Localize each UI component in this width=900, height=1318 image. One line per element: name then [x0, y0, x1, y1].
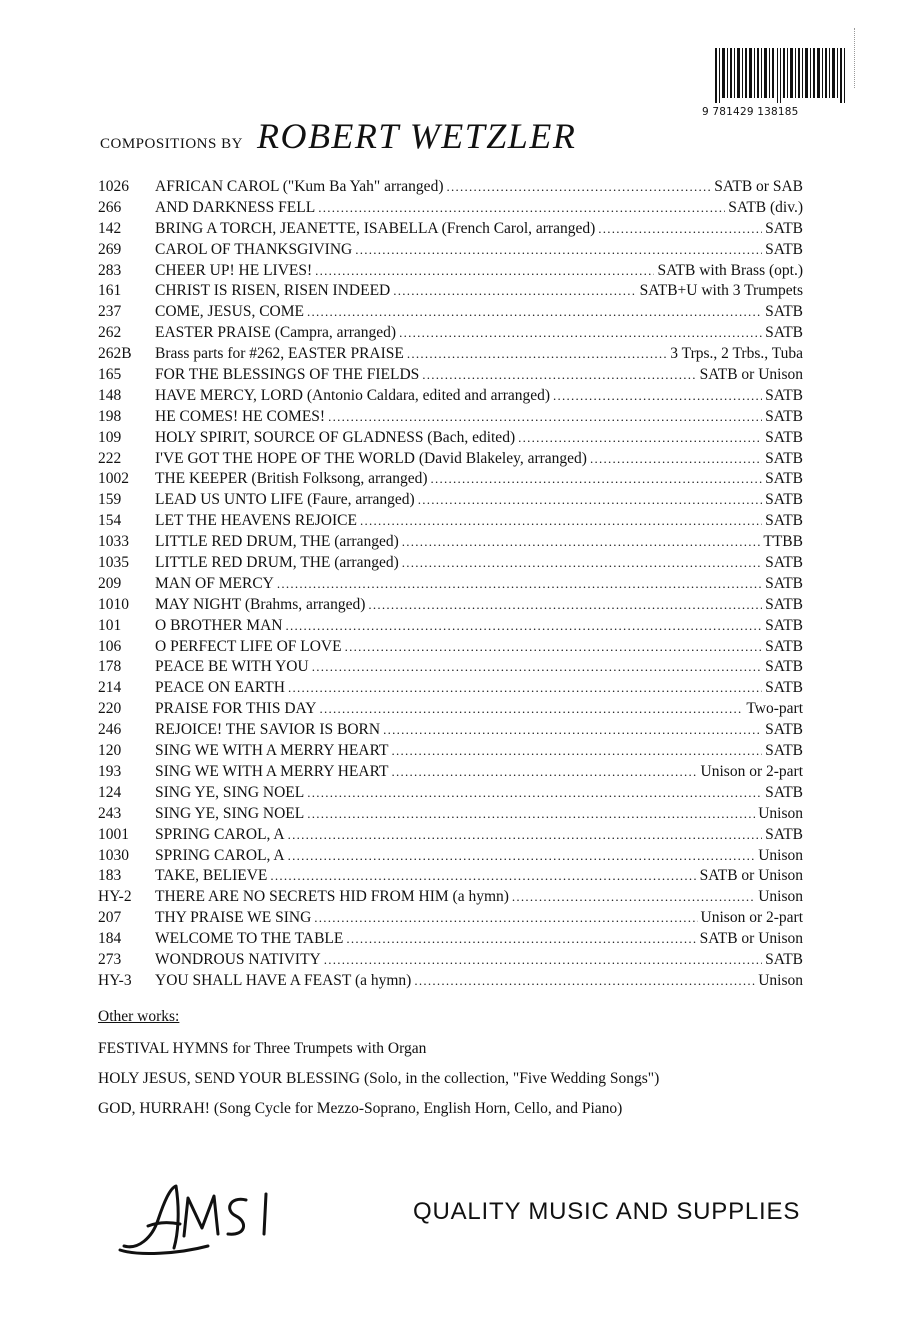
dot-leader	[391, 762, 697, 783]
voicing: SATB	[765, 783, 803, 801]
dot-leader	[288, 846, 756, 867]
dot-leader	[422, 365, 696, 386]
voicing: SATB or Unison	[699, 867, 803, 885]
catalog-row	[98, 929, 803, 950]
work-title: SING YE, SING NOEL	[155, 804, 305, 822]
work-title: O BROTHER MAN	[155, 616, 283, 634]
catalog-number: 124	[98, 783, 122, 801]
dot-leader	[512, 887, 755, 908]
catalog-number: 178	[98, 658, 122, 676]
voicing: SATB	[765, 554, 803, 572]
catalog-row	[98, 741, 803, 762]
dot-leader	[277, 574, 762, 595]
catalog-number: 220	[98, 700, 122, 718]
work-title: O PERFECT LIFE OF LOVE	[155, 637, 342, 655]
dot-leader	[391, 741, 762, 762]
dot-leader	[346, 929, 696, 950]
voicing: SATB or Unison	[699, 930, 803, 948]
catalog-number: 142	[98, 219, 122, 237]
work-title: MAN OF MERCY	[155, 574, 274, 592]
catalog-row	[98, 825, 803, 846]
voicing: Unison	[758, 846, 803, 864]
catalog-number: 165	[98, 366, 122, 384]
header-prefix: COMPOSITIONS BY	[100, 136, 243, 152]
catalog-number: 262B	[98, 345, 132, 363]
catalog-number: 198	[98, 407, 122, 425]
voicing: SATB or Unison	[699, 366, 803, 384]
work-title: PEACE ON EARTH	[155, 679, 285, 697]
dot-leader	[270, 866, 696, 887]
crop-mark	[854, 28, 856, 88]
dot-leader	[393, 281, 636, 302]
catalog-row	[98, 783, 803, 804]
work-title: AFRICAN CAROL ("Kum Ba Yah" arranged)	[155, 178, 444, 195]
voicing: Unison	[758, 888, 803, 906]
work-title: LEAD US UNTO LIFE (Faure, arranged)	[155, 491, 415, 509]
work-title: CHEER UP! HE LIVES!	[155, 261, 313, 279]
catalog-row	[98, 574, 803, 595]
catalog-row	[98, 678, 803, 699]
catalog-number: 109	[98, 428, 122, 446]
work-title: REJOICE! THE SAVIOR IS BORN	[155, 721, 381, 739]
voicing: SATB with Brass (opt.)	[657, 261, 803, 279]
voicing: Unison or 2-part	[700, 909, 803, 927]
catalog-row	[98, 866, 803, 887]
dot-leader	[402, 553, 762, 574]
work-title: SING YE, SING NOEL	[155, 783, 305, 801]
work-title: LET THE HEAVENS REJOICE	[155, 512, 357, 530]
work-title: SING WE WITH A MERRY HEART	[155, 742, 389, 760]
catalog-number: 183	[98, 867, 122, 885]
catalog-number: 161	[98, 282, 122, 300]
work-title: WONDROUS NATIVITY	[155, 950, 321, 968]
work-title: THERE ARE NO SECRETS HID FROM HIM (a hymn)	[155, 888, 509, 906]
catalog-number: 207	[98, 909, 122, 927]
catalog-number: 1026	[98, 178, 129, 195]
dot-leader	[407, 344, 667, 365]
catalog-row	[98, 699, 803, 720]
voicing: 3 Trps., 2 Trbs., Tuba	[670, 345, 803, 363]
page-header	[100, 115, 576, 157]
catalog-number: 1002	[98, 470, 129, 488]
amsi-logo	[118, 1176, 318, 1256]
catalog-row	[98, 908, 803, 929]
dot-leader	[288, 678, 762, 699]
other-works-heading: Other works:	[98, 1008, 180, 1025]
work-title: THE KEEPER (British Folksong, arranged)	[155, 470, 428, 488]
voicing: SATB	[765, 742, 803, 760]
catalog-number: 273	[98, 950, 122, 968]
work-title: PEACE BE WITH YOU	[155, 658, 309, 676]
work-title: YOU SHALL HAVE A FEAST (a hymn)	[155, 971, 412, 989]
dot-leader	[307, 302, 762, 323]
work-title: HE COMES! HE COMES!	[155, 407, 326, 425]
voicing: SATB	[765, 303, 803, 321]
voicing: SATB	[765, 240, 803, 258]
work-title: LITTLE RED DRUM, THE (arranged)	[155, 533, 399, 551]
dot-leader	[598, 219, 762, 240]
dot-leader	[360, 511, 762, 532]
catalog-row	[98, 595, 803, 616]
dot-leader	[312, 657, 762, 678]
voicing: SATB	[765, 658, 803, 676]
catalog-number: 209	[98, 574, 122, 592]
voicing: SATB	[765, 386, 803, 404]
isbn-number: 9 781429 138185	[702, 106, 799, 118]
work-title: BRING A TORCH, JEANETTE, ISABELLA (French Carol, arranged)	[155, 219, 596, 237]
voicing: SATB	[765, 512, 803, 530]
catalog-number: 120	[98, 742, 122, 760]
work-title: SING WE WITH A MERRY HEART	[155, 762, 389, 780]
voicing: Two-part	[746, 700, 803, 718]
voicing: SATB (div.)	[728, 198, 803, 216]
catalog-number: HY-2	[98, 888, 132, 906]
catalog-number: 283	[98, 261, 122, 279]
work-title: CAROL OF THANKSGIVING	[155, 240, 353, 258]
dot-leader	[399, 323, 762, 344]
dot-leader	[418, 490, 762, 511]
dot-leader	[324, 950, 762, 971]
dot-leader	[318, 198, 725, 219]
dot-leader	[320, 699, 744, 720]
dot-leader	[368, 595, 762, 616]
work-title: TAKE, BELIEVE	[155, 867, 268, 885]
catalog-number: 159	[98, 491, 122, 509]
work-title: HAVE MERCY, LORD (Antonio Caldara, edited and arranged)	[155, 386, 551, 404]
voicing: SATB	[765, 407, 803, 425]
work-title: AND DARKNESS FELL	[155, 198, 316, 216]
work-title: SPRING CAROL, A	[155, 825, 285, 843]
catalog-row	[98, 323, 803, 344]
catalog-row	[98, 616, 803, 637]
catalog-row	[98, 261, 803, 282]
work-title: COME, JESUS, COME	[155, 303, 304, 321]
work-title: EASTER PRAISE (Campra, arranged)	[155, 324, 397, 342]
composer-name: ROBERT WETZLER	[256, 116, 577, 156]
catalog-row	[98, 386, 803, 407]
catalog-row	[98, 762, 803, 783]
dot-leader	[446, 177, 711, 198]
voicing: SATB	[765, 637, 803, 655]
voicing: SATB	[765, 428, 803, 446]
work-title: LITTLE RED DRUM, THE (arranged)	[155, 554, 399, 572]
voicing: SATB	[765, 449, 803, 467]
voicing: SATB	[765, 470, 803, 488]
catalog-number: 106	[98, 637, 122, 655]
catalog-row	[98, 281, 803, 302]
dot-leader	[345, 637, 763, 658]
dot-leader	[553, 386, 762, 407]
dot-leader	[288, 825, 762, 846]
voicing: SATB	[765, 721, 803, 739]
dot-leader	[307, 783, 762, 804]
catalog-row	[98, 637, 803, 658]
voicing: SATB	[765, 595, 803, 613]
catalog-number: 154	[98, 512, 122, 530]
other-work-item: FESTIVAL HYMNS for Three Trumpets with Organ	[98, 1040, 427, 1057]
dot-leader	[314, 908, 697, 929]
dot-leader	[402, 532, 761, 553]
catalog-number: HY-3	[98, 971, 132, 989]
catalog-number: 262	[98, 324, 122, 342]
voicing: TTBB	[763, 533, 803, 551]
publisher-tagline: QUALITY MUSIC AND SUPPLIES	[413, 1198, 801, 1225]
works-list	[98, 177, 803, 992]
catalog-number: 222	[98, 449, 122, 467]
catalog-row	[98, 344, 803, 365]
voicing: SATB	[765, 324, 803, 342]
catalog-number: 214	[98, 679, 122, 697]
catalog-row	[98, 553, 803, 574]
catalog-row	[98, 804, 803, 825]
work-title: MAY NIGHT (Brahms, arranged)	[155, 595, 366, 613]
dot-leader	[590, 449, 762, 470]
catalog-number: 246	[98, 721, 122, 739]
work-title: Brass parts for #262, EASTER PRAISE	[155, 345, 404, 363]
voicing: SATB or SAB	[714, 178, 803, 195]
catalog-row	[98, 240, 803, 261]
catalog-row	[98, 177, 803, 198]
catalog-row	[98, 720, 803, 741]
voicing: SATB	[765, 574, 803, 592]
catalog-number: 184	[98, 930, 122, 948]
catalog-row	[98, 950, 803, 971]
catalog-number: 148	[98, 386, 122, 404]
dot-leader	[285, 616, 762, 637]
catalog-row	[98, 198, 803, 219]
catalog-row	[98, 302, 803, 323]
voicing: SATB	[765, 616, 803, 634]
work-title: PRAISE FOR THIS DAY	[155, 700, 317, 718]
catalog-row	[98, 449, 803, 470]
other-work-item: HOLY JESUS, SEND YOUR BLESSING (Solo, in the collection, "Five Wedding Songs")	[98, 1070, 660, 1087]
catalog-row	[98, 511, 803, 532]
voicing: SATB	[765, 679, 803, 697]
dot-leader	[518, 428, 762, 449]
catalog-row	[98, 365, 803, 386]
dot-leader	[307, 804, 755, 825]
catalog-number: 1030	[98, 846, 129, 864]
catalog-number: 243	[98, 804, 122, 822]
barcode-icon	[715, 48, 847, 103]
catalog-row	[98, 971, 803, 992]
work-title: THY PRAISE WE SING	[155, 909, 312, 927]
catalog-row	[98, 887, 803, 908]
voicing: SATB	[765, 825, 803, 843]
catalog-number: 1035	[98, 554, 129, 572]
voicing: SATB	[765, 219, 803, 237]
dot-leader	[414, 971, 755, 992]
voicing: Unison	[758, 804, 803, 822]
catalog-number: 101	[98, 616, 122, 634]
dot-leader	[315, 261, 654, 282]
work-title: CHRIST IS RISEN, RISEN INDEED	[155, 282, 391, 300]
work-title: I'VE GOT THE HOPE OF THE WORLD (David Blakeley, arranged)	[155, 449, 587, 467]
catalog-row	[98, 407, 803, 428]
dot-leader	[383, 720, 762, 741]
dot-leader	[355, 240, 762, 261]
voicing: Unison	[758, 971, 803, 989]
work-title: WELCOME TO THE TABLE	[155, 930, 344, 948]
catalog-row	[98, 219, 803, 240]
catalog-number: 266	[98, 198, 122, 216]
catalog-row	[98, 846, 803, 867]
dot-leader	[431, 469, 763, 490]
work-title: FOR THE BLESSINGS OF THE FIELDS	[155, 366, 420, 384]
voicing: SATB+U with 3 Trumpets	[639, 282, 803, 300]
catalog-number: 1001	[98, 825, 129, 843]
catalog-row	[98, 657, 803, 678]
dot-leader	[328, 407, 762, 428]
catalog-row	[98, 490, 803, 511]
catalog-number: 1010	[98, 595, 129, 613]
catalog-number: 237	[98, 303, 122, 321]
work-title: HOLY SPIRIT, SOURCE OF GLADNESS (Bach, edited)	[155, 428, 516, 446]
catalog-number: 269	[98, 240, 122, 258]
work-title: SPRING CAROL, A	[155, 846, 285, 864]
catalog-row	[98, 532, 803, 553]
voicing: Unison or 2-part	[700, 762, 803, 780]
catalog-number: 1033	[98, 533, 129, 551]
catalog-number: 193	[98, 762, 122, 780]
catalog-row	[98, 469, 803, 490]
voicing: SATB	[765, 950, 803, 968]
catalog-row	[98, 428, 803, 449]
voicing: SATB	[765, 491, 803, 509]
other-work-item: GOD, HURRAH! (Song Cycle for Mezzo-Soprano, English Horn, Cello, and Piano)	[98, 1100, 623, 1117]
